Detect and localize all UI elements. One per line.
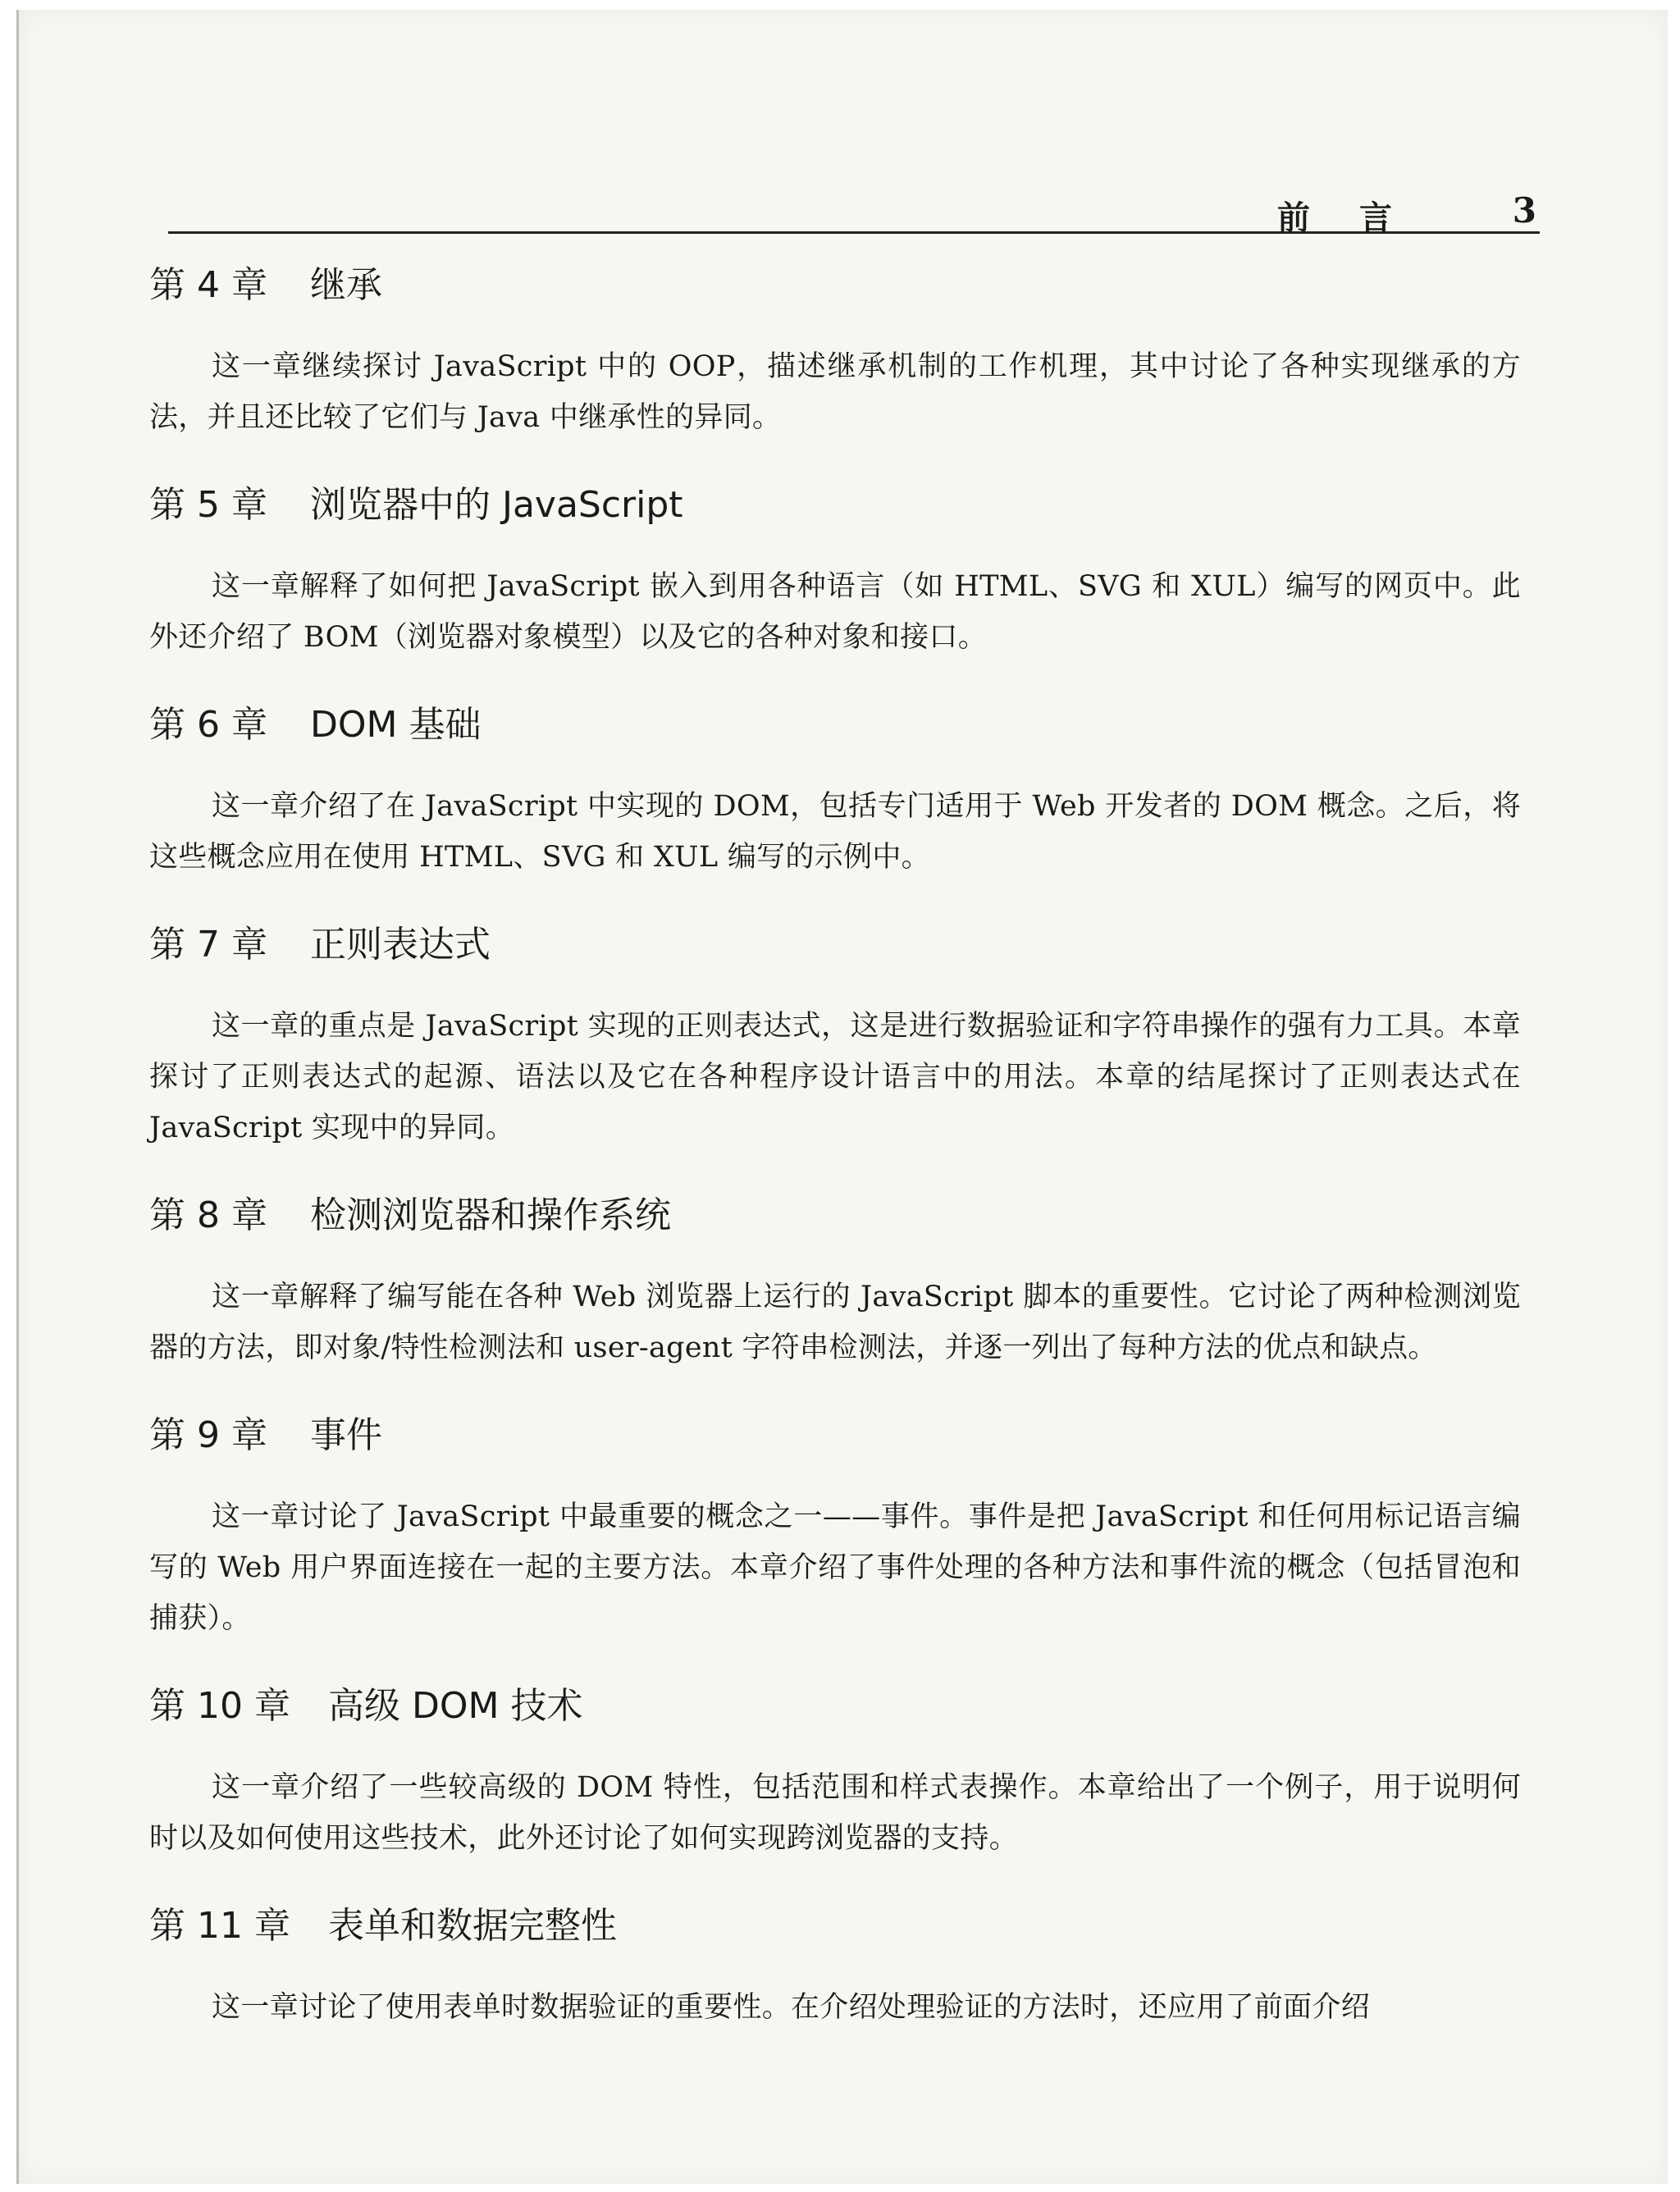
- chapter-heading: [149, 920, 1521, 970]
- chapter-summary: 这一章解释了如何把 JavaScript 嵌入到用各种语言（如 HTML、SVG 和 XUL）编写的网页中。此外还介绍了 BOM（浏览器对象模型）以及它的各种对象和接口。: [149, 570, 1521, 654]
- chapter-summary: 这一章的重点是 JavaScript 实现的正则表达式，这是进行数据验证和字符串操作的强有力工具。本章探讨了正则表达式的起源、语法以及它在各种程序设计语言中的用法。本章的结尾探讨了正则表达式在 JavaScript 实现中的异同。: [149, 1010, 1521, 1144]
- chapter-heading: [149, 1411, 1521, 1460]
- page-content: [149, 261, 1521, 2071]
- chapter-number: 第 6 章: [149, 704, 267, 746]
- chapter-heading: [149, 1191, 1521, 1240]
- chapter-heading: [149, 1682, 1521, 1731]
- chapter-11-section: [149, 1902, 1521, 2033]
- chapter-7-section: [149, 920, 1521, 1153]
- chapter-title: 事件: [310, 1414, 382, 1456]
- chapter-10-section: [149, 1682, 1521, 1864]
- chapter-number: 第 9 章: [149, 1414, 267, 1456]
- chapter-summary: 这一章介绍了在 JavaScript 中实现的 DOM，包括专门适用于 Web 开发者的 DOM 概念。之后，将这些概念应用在使用 HTML、SVG 和 XUL 编写的示例中。: [149, 790, 1521, 874]
- chapter-number: 第 8 章: [149, 1194, 267, 1236]
- running-header: [168, 187, 1540, 237]
- chapter-title: 浏览器中的 JavaScript: [310, 484, 683, 526]
- chapter-5-section: [149, 481, 1521, 663]
- chapter-4-section: [149, 261, 1521, 443]
- chapter-6-section: [149, 701, 1521, 883]
- chapter-title: 表单和数据完整性: [328, 1905, 617, 1947]
- chapter-number: 第 10 章: [149, 1685, 290, 1727]
- chapter-9-section: [149, 1411, 1521, 1644]
- chapter-title: 检测浏览器和操作系统: [310, 1194, 671, 1236]
- chapter-summary: 这一章解释了编写能在各种 Web 浏览器上运行的 JavaScript 脚本的重要性。它讨论了两种检测浏览器的方法，即对象/特性检测法和 user-agent 字符串检测法，并逐一列出了每种方法的优点和缺点。: [149, 1281, 1521, 1364]
- chapter-number: 第 11 章: [149, 1905, 290, 1947]
- chapter-heading: [149, 701, 1521, 750]
- chapter-title: 正则表达式: [310, 924, 491, 966]
- chapter-title: DOM 基础: [310, 704, 482, 746]
- chapter-heading: [149, 261, 1521, 310]
- chapter-summary: 这一章讨论了使用表单时数据验证的重要性。在介绍处理验证的方法时，还应用了前面介绍: [212, 1991, 1371, 2024]
- chapter-title: 继承: [310, 264, 382, 306]
- chapter-heading: [149, 1902, 1521, 1951]
- chapter-summary: 这一章继续探讨 JavaScript 中的 OOP，描述继承机制的工作机理，其中讨论了各种实现继承的方法，并且还比较了它们与 Java 中继承性的异同。: [149, 350, 1521, 434]
- running-header-title: 前言: [1277, 199, 1441, 237]
- chapter-summary: 这一章介绍了一些较高级的 DOM 特性，包括范围和样式表操作。本章给出了一个例子，用于说明何时以及如何使用这些技术，此外还讨论了如何实现跨浏览器的支持。: [149, 1771, 1521, 1855]
- chapter-number: 第 7 章: [149, 924, 267, 966]
- chapter-heading: [149, 481, 1521, 530]
- chapter-summary: 这一章讨论了 JavaScript 中最重要的概念之一——事件。事件是把 JavaScript 和任何用标记语言编写的 Web 用户界面连接在一起的主要方法。本章介绍了事件处理的各种方法和事件流的概念（包括冒泡和捕获）。: [149, 1500, 1521, 1635]
- chapter-number: 第 5 章: [149, 484, 267, 526]
- chapter-number: 第 4 章: [149, 264, 267, 306]
- chapter-8-section: [149, 1191, 1521, 1373]
- page-number: 3: [1512, 190, 1536, 231]
- chapter-title: 高级 DOM 技术: [328, 1685, 583, 1727]
